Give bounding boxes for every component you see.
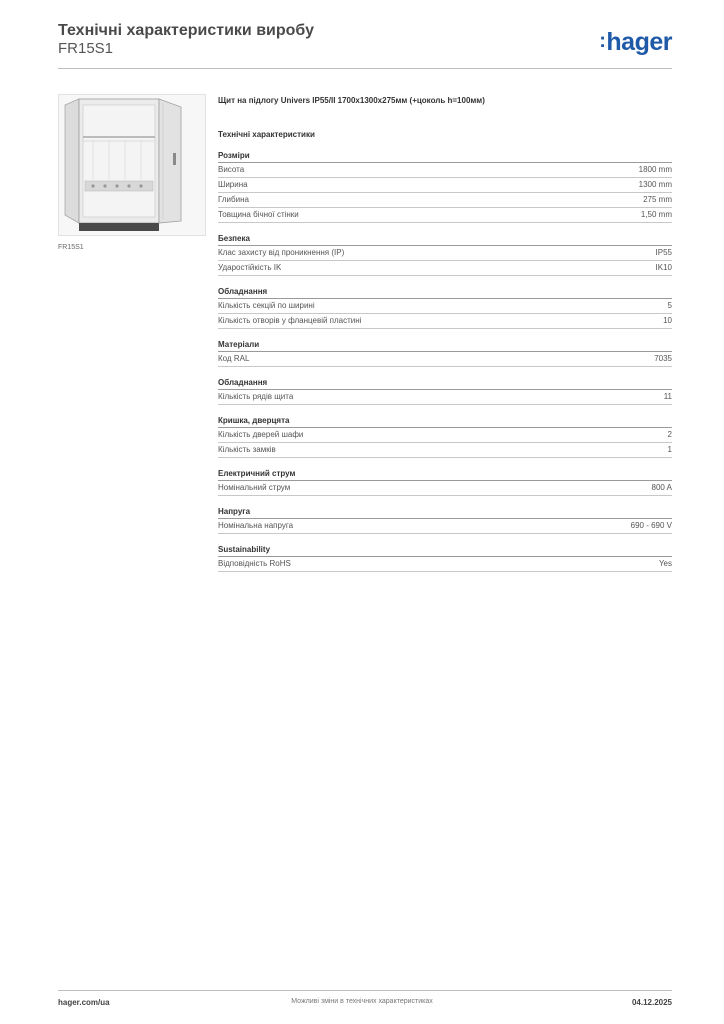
spec-group bbox=[218, 378, 672, 405]
spec-row bbox=[218, 246, 672, 261]
spec-value: IK10 bbox=[655, 263, 672, 272]
spec-group bbox=[218, 469, 672, 496]
spec-group bbox=[218, 234, 672, 276]
image-caption: FR15S1 bbox=[58, 244, 84, 251]
spec-label: Глибина bbox=[218, 195, 249, 204]
enclosure-illustration bbox=[59, 95, 205, 235]
footer-date: 04.12.2025 bbox=[631, 998, 672, 1007]
footer-website[interactable]: hager.com/ua bbox=[58, 998, 110, 1007]
spec-value: 2 bbox=[667, 430, 672, 439]
spec-value: 1 bbox=[667, 445, 672, 454]
spec-value: 275 mm bbox=[643, 195, 672, 204]
spec-label: Номінальний струм bbox=[218, 483, 291, 492]
spec-value: 5 bbox=[667, 301, 672, 310]
spec-label: Кількість рядів щита bbox=[218, 392, 294, 401]
spec-row bbox=[218, 299, 672, 314]
spec-label: Ширина bbox=[218, 180, 248, 189]
spec-label: Кількість дверей шафи bbox=[218, 430, 304, 439]
spec-row bbox=[218, 352, 672, 367]
spec-label: Товщина бічної стінки bbox=[218, 210, 299, 219]
spec-group-title: Напруга bbox=[218, 507, 672, 519]
spec-row bbox=[218, 481, 672, 496]
spec-label: Кількість отворів у фланцевій пластині bbox=[218, 316, 362, 325]
spec-row bbox=[218, 193, 672, 208]
logo-text: hager bbox=[606, 28, 672, 56]
spec-label: Ударостійкість IK bbox=[218, 263, 282, 272]
spec-value: IP55 bbox=[655, 248, 672, 257]
spec-group bbox=[218, 151, 672, 223]
spec-value: 1,50 mm bbox=[640, 210, 672, 219]
spec-sheet bbox=[218, 96, 672, 583]
spec-label: Кількість замків bbox=[218, 445, 276, 454]
hager-logo: :hager bbox=[599, 28, 672, 56]
spec-label: Код RAL bbox=[218, 354, 250, 363]
spec-group-title: Матеріали bbox=[218, 340, 672, 352]
spec-row bbox=[218, 208, 672, 223]
header-divider bbox=[58, 68, 672, 69]
spec-group bbox=[218, 416, 672, 458]
spec-row bbox=[218, 314, 672, 329]
spec-group-title: Безпека bbox=[218, 234, 672, 246]
spec-value: 690 - 690 V bbox=[630, 521, 672, 530]
spec-value: 1300 mm bbox=[638, 180, 672, 189]
spec-label: Номінальна напруга bbox=[218, 521, 294, 530]
spec-row bbox=[218, 163, 672, 178]
spec-groups bbox=[218, 151, 672, 572]
spec-label: Висота bbox=[218, 165, 245, 174]
spec-label: Кількість секцій по ширині bbox=[218, 301, 315, 310]
spec-row bbox=[218, 443, 672, 458]
spec-group-title: Електричний струм bbox=[218, 469, 672, 481]
spec-row bbox=[218, 390, 672, 405]
product-code: FR15S1 bbox=[58, 40, 114, 57]
spec-label: Відповідність RoHS bbox=[218, 559, 291, 568]
footer-note: Можливі зміни в технічних характеристиках bbox=[291, 998, 433, 1005]
spec-value: 10 bbox=[663, 316, 672, 325]
spec-row bbox=[218, 519, 672, 534]
specs-heading: Технічні характеристики bbox=[218, 130, 315, 139]
spec-group bbox=[218, 340, 672, 367]
spec-group-title: Обладнання bbox=[218, 287, 672, 299]
spec-row bbox=[218, 261, 672, 276]
spec-group-title: Кришка, дверцята bbox=[218, 416, 672, 428]
spec-group bbox=[218, 287, 672, 329]
spec-value: 800 A bbox=[651, 483, 672, 492]
spec-row bbox=[218, 557, 672, 572]
spec-value: Yes bbox=[658, 559, 672, 568]
footer-divider bbox=[58, 990, 672, 991]
spec-group bbox=[218, 507, 672, 534]
spec-label: Клас захисту від проникнення (IP) bbox=[218, 248, 345, 257]
product-name: Щит на підлогу Univers IP55/II 1700x1300x275мм (+цоколь h=100мм) bbox=[218, 96, 485, 105]
spec-value: 11 bbox=[663, 392, 672, 401]
spec-value: 1800 mm bbox=[638, 165, 672, 174]
spec-group-title: Розміри bbox=[218, 151, 672, 163]
spec-value: 7035 bbox=[654, 354, 672, 363]
product-image bbox=[58, 94, 206, 236]
page-title: Технічні характеристики виробу bbox=[58, 22, 314, 39]
spec-row bbox=[218, 428, 672, 443]
spec-group-title: Обладнання bbox=[218, 378, 672, 390]
spec-group-title: Sustainability bbox=[218, 545, 672, 557]
spec-row bbox=[218, 178, 672, 193]
spec-group bbox=[218, 545, 672, 572]
